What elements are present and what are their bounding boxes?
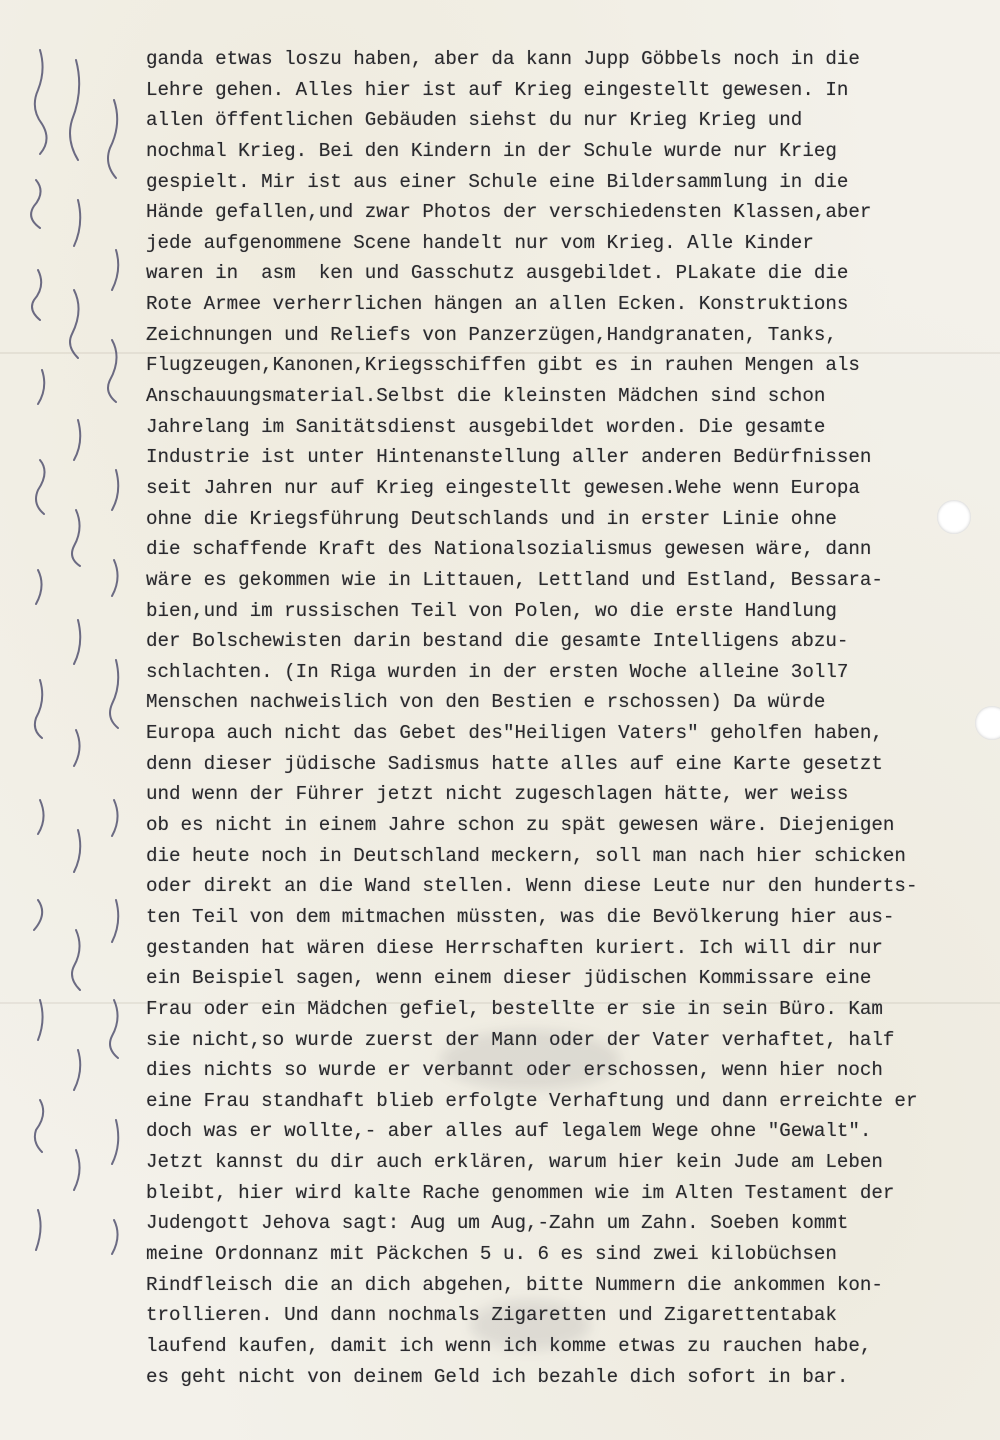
text-line: Europa auch nicht das Gebet des"Heiligen Vaters" geholfen haben, [146,722,883,745]
text-line: Flugzeugen,Kanonen,Kriegsschiffen gibt es in rauhen Mengen als [146,354,860,377]
text-line: gestanden hat wären diese Herrschaften kuriert. Ich will dir nur [146,936,883,959]
text-line: waren in asm ken und Gasschutz ausgebildet. PLakate die die [146,262,849,285]
text-line: denn dieser jüdische Sadismus hatte alles auf eine Karte gesetzt [146,752,883,775]
text-line: und wenn der Führer jetzt nicht zugeschlagen hätte, wer weiss [146,783,849,806]
text-line: trollieren. Und dann nochmals Zigaretten und Zigarettentabak [146,1304,837,1327]
text-line: gespielt. Mir ist aus einer Schule eine Bildersammlung in die [146,170,849,193]
text-line: Rindfleisch die an dich abgehen, bitte Nummern die ankommen kon- [146,1273,883,1296]
text-line: doch was er wollte,- aber alles auf legalem Wege ohne "Gewalt". [146,1120,872,1143]
margin-handwriting-drawing [18,40,136,1290]
text-line: Anschauungsmaterial.Selbst die kleinsten Mädchen sind schon [146,385,826,408]
text-line: Jetzt kannst du dir auch erklären, warum hier kein Jude am Leben [146,1151,883,1174]
text-line: schlachten. (In Riga wurden in der ersten Woche alleine 3oll7 [146,660,849,683]
text-line: Menschen nachweislich von den Bestien e rschossen) Da würde [146,691,826,714]
text-line: Zeichnungen und Reliefs von Panzerzügen,Handgranaten, Tanks, [146,323,837,346]
text-line: bien,und im russischen Teil von Polen, wo die erste Handlung [146,599,837,622]
text-line: die heute noch in Deutschland meckern, soll man nach hier schicken [146,844,906,867]
text-line: eine Frau standhaft blieb erfolgte Verhaftung und dann erreichte er [146,1089,918,1112]
text-line: Judengott Jehova sagt: Aug um Aug,-Zahn um Zahn. Soeben kommt [146,1212,849,1235]
handwritten-margin-notes [18,40,136,1290]
text-line: oder direkt an die Wand stellen. Wenn diese Leute nur den hunderts- [146,875,918,898]
text-line: seit Jahren nur auf Krieg eingestellt gewesen.Wehe wenn Europa [146,476,860,499]
text-line: jede aufgenommene Scene handelt nur vom Krieg. Alle Kinder [146,231,814,254]
text-line: Lehre gehen. Alles hier ist auf Krieg eingestellt gewesen. In [146,78,849,101]
text-line: ten Teil von dem mitmachen müssten, was die Bevölkerung hier aus- [146,905,895,928]
text-line: Jahrelang im Sanitätsdienst ausgebildet worden. Die gesamte [146,415,826,438]
text-line: ohne die Kriegsführung Deutschlands und in erster Linie ohne [146,507,837,530]
text-line: der Bolschewisten darin bestand die gesamte Intelligens abzu- [146,630,849,653]
text-line: wäre es gekommen wie in Littauen, Lettland und Estland, Bessara- [146,568,883,591]
text-line: dies nichts so wurde er verbannt oder erschossen, wenn hier noch [146,1059,883,1082]
typed-letter-body [146,44,991,1392]
text-line: ganda etwas loszu haben, aber da kann Jupp Göbbels noch in die [146,48,860,70]
text-line: die schaffende Kraft des Nationalsozialismus gewesen wäre, dann [146,538,872,561]
text-line: bleibt, hier wird kalte Rache genommen wie im Alten Testament der [146,1181,895,1204]
text-line: laufend kaufen, damit ich wenn ich komme etwas zu rauchen habe, [146,1334,872,1357]
text-line: ein Beispiel sagen, wenn einem dieser jüdischen Kommissare eine [146,967,872,990]
text-line: es geht nicht von deinem Geld ich bezahle dich sofort in bar. [146,1365,849,1388]
text-line: nochmal Krieg. Bei den Kindern in der Schule wurde nur Krieg [146,139,837,162]
text-line: Industrie ist unter Hintenanstellung aller anderen Bedürfnissen [146,446,872,469]
text-line: meine Ordonnanz mit Päckchen 5 u. 6 es sind zwei kilobüchsen [146,1242,837,1265]
text-line: Hände gefallen,und zwar Photos der verschiedensten Klassen,aber [146,201,872,224]
text-line: sie nicht,so wurde zuerst der Mann oder der Vater verhaftet, half [146,1028,895,1051]
text-line: allen öffentlichen Gebäuden siehst du nur Krieg Krieg und [146,109,803,132]
text-line: ob es nicht in einem Jahre schon zu spät gewesen wäre. Diejenigen [146,814,895,837]
text-line: Rote Armee verherrlichen hängen an allen Ecken. Konstruktions [146,293,849,316]
text-line: Frau oder ein Mädchen gefiel, bestellte er sie in sein Büro. Kam [146,997,883,1020]
